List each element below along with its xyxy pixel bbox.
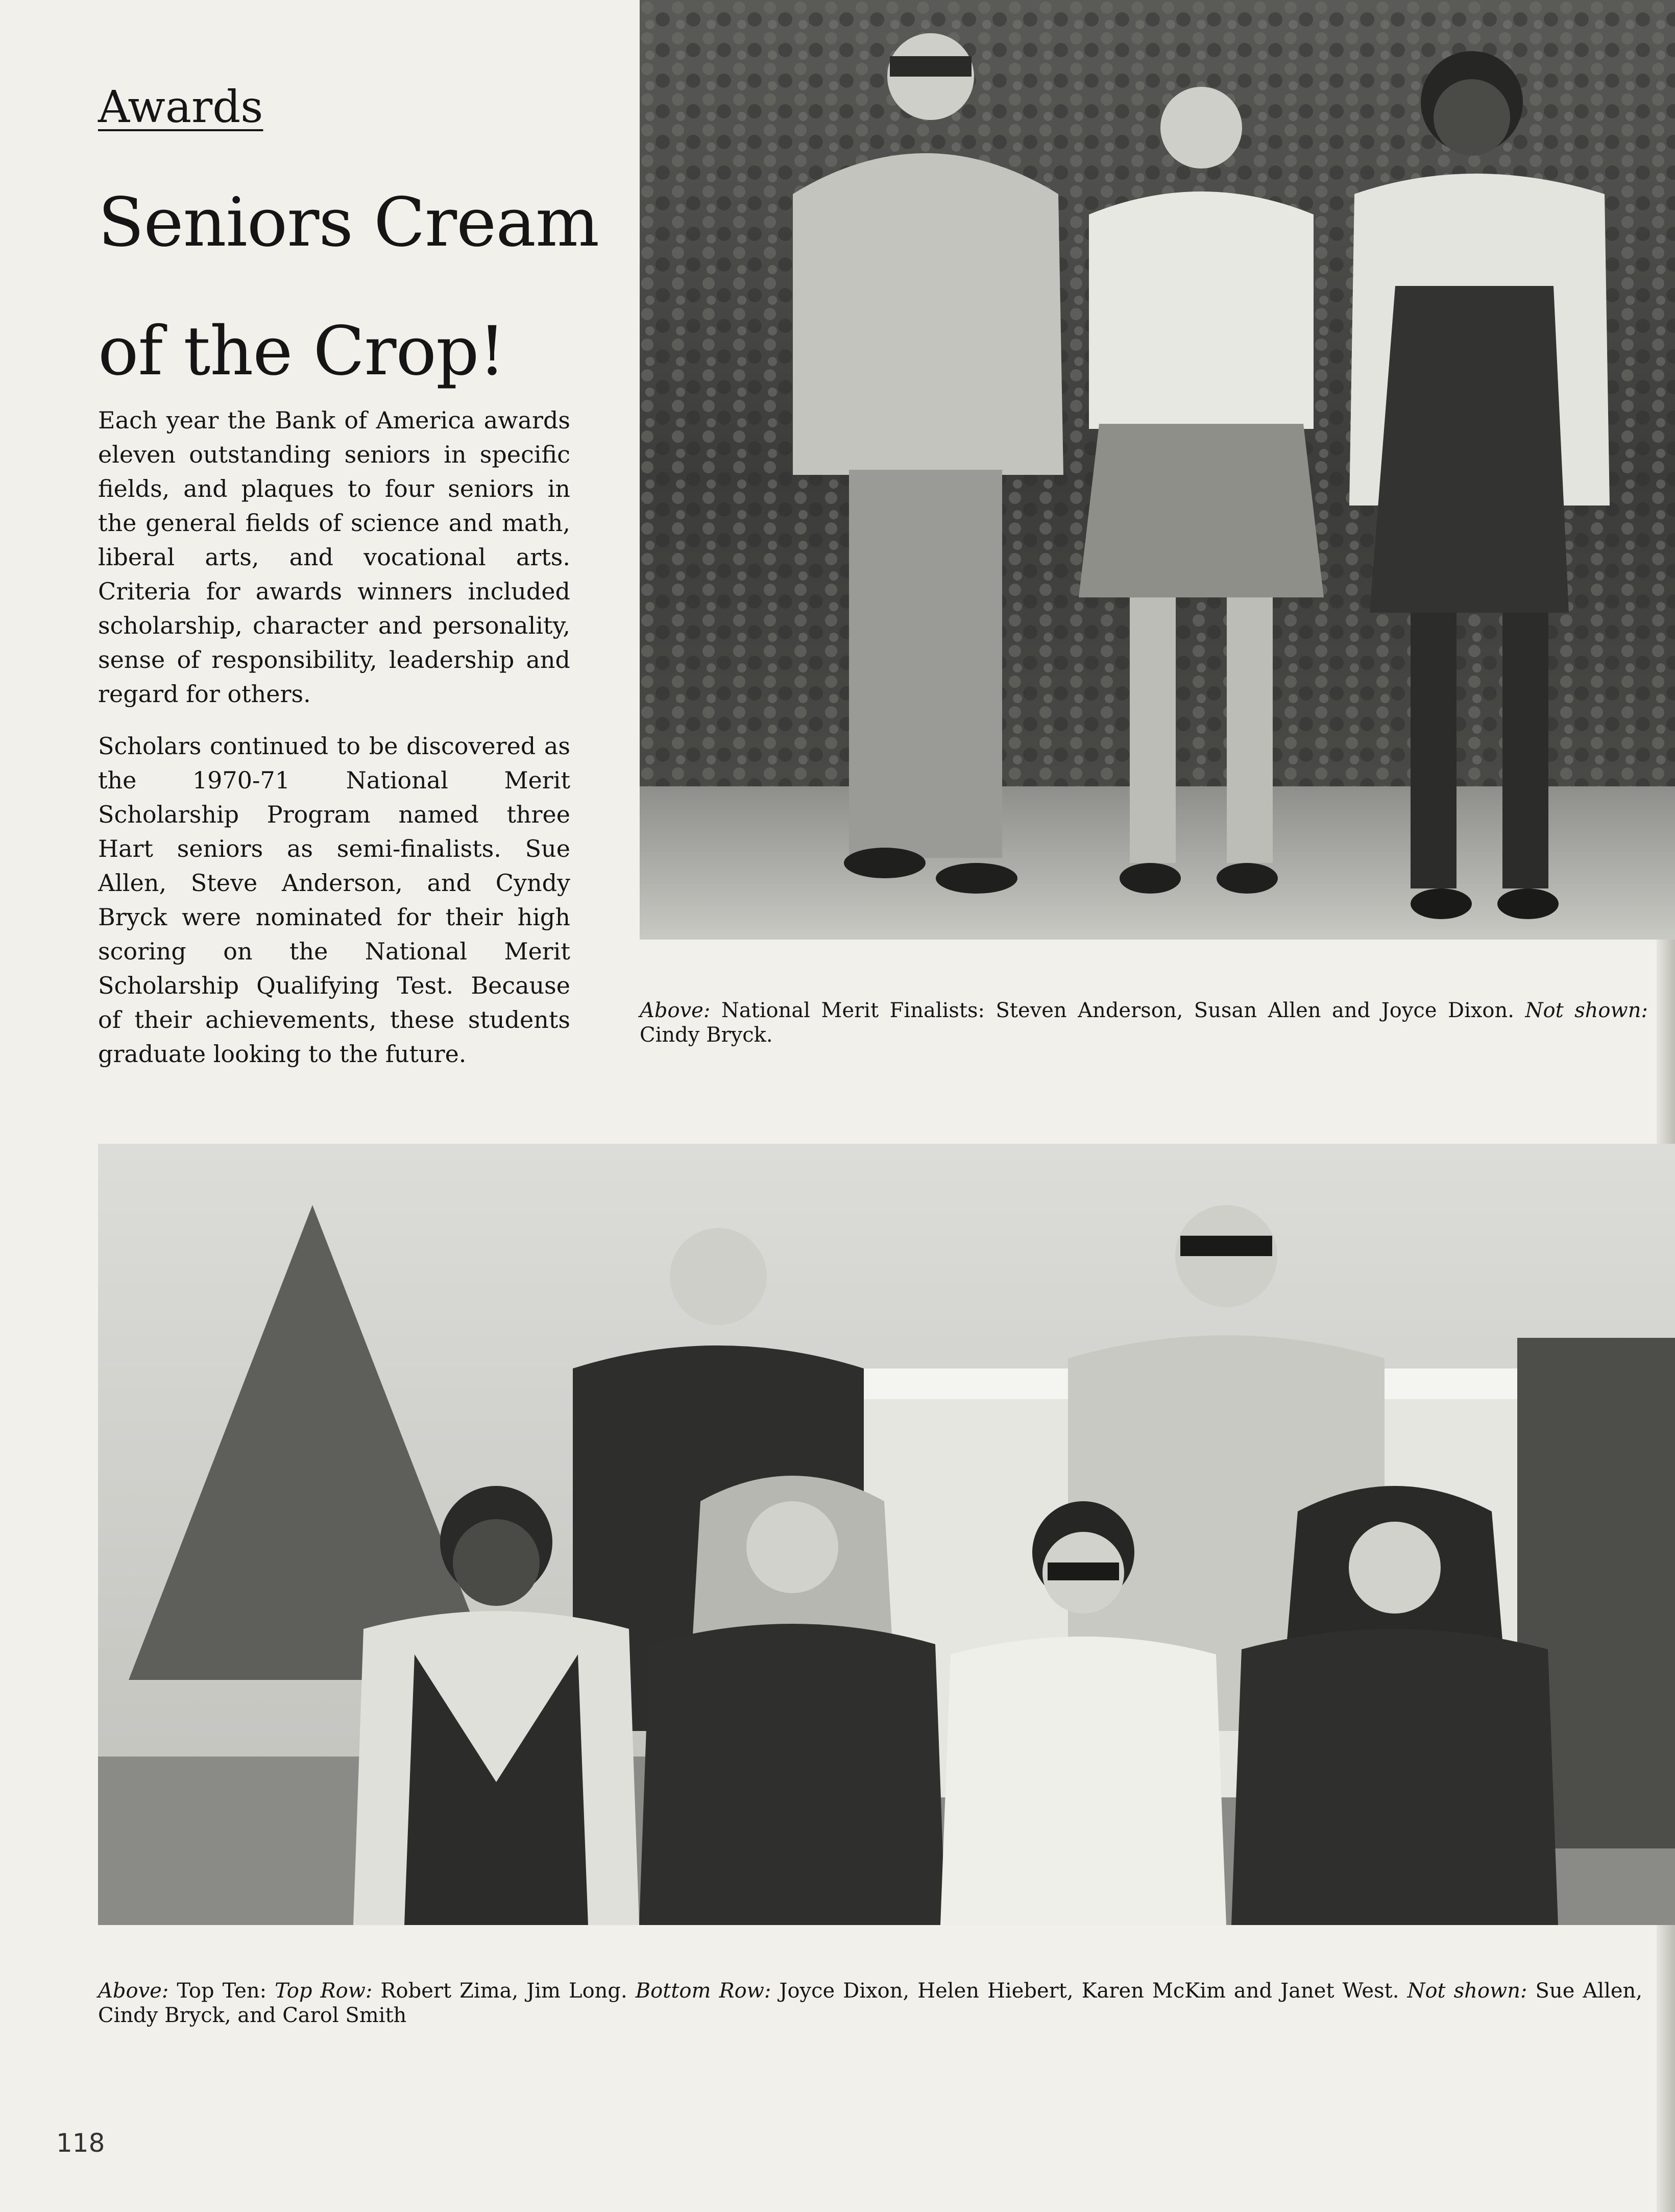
caption-not-shown: Sue Allen, Cindy Bryck, and Carol Smith [98,1979,1643,2027]
photo-merit-finalists [640,0,1675,940]
headline [98,158,609,416]
caption-top-ten [98,1979,1642,2028]
caption-not-shown-label: Not shown: [1407,1979,1527,2003]
caption-top-row: Robert Zima, Jim Long. [380,1979,627,2003]
article-body [98,403,570,1089]
caption-not-shown-label: Not shown: [1525,999,1648,1022]
caption-lead: Above: [98,1979,169,2003]
photo-top-ten-image [98,1144,1675,1925]
caption-text: National Merit Finalists: Steven Anderson, Susan Allen and Joyce Dixon. [721,999,1514,1022]
caption-bottom-row: Joyce Dixon, Helen Hiebert, Karen McKim and Janet West. [779,1979,1399,2003]
article-paragraph: Each year the Bank of America awards eleven outstanding seniors in specific fields, and plaques to four seniors in the general fields of science and math, liberal arts, and vocational arts. Criteria for awards winners included scholarship, character and personality, sense of responsibility, leadership and regard for others. [98,406,570,708]
caption-group: Top Ten: [177,1979,267,2003]
headline-line-1: Seniors Cream [98,183,599,262]
caption-not-shown: Cindy Bryck. [640,1023,773,1047]
headline-line-2: of the Crop! [98,312,505,391]
caption-top-row-label: Top Row: [275,1979,373,2003]
photo-top-ten [98,1144,1675,1925]
section-label: Awards [98,82,263,133]
caption-lead: Above: [640,999,711,1022]
photo-merit-finalists-image [640,0,1675,940]
article-paragraph: Scholars continued to be discovered as the 1970-71 National Merit Scholarship Program named three Hart seniors as semi-finalists. Sue Allen, Steve Anderson, and Cyndy Bryck were nominated for their high scoring on the National Merit Scholarship Qualifying Test. Because of their achievements, these students graduate looking to the future. [98,732,570,1068]
caption-bottom-row-label: Bottom Row: [635,1979,771,2003]
page-number: 118 [56,2128,105,2158]
caption-merit-finalists [640,998,1648,1047]
